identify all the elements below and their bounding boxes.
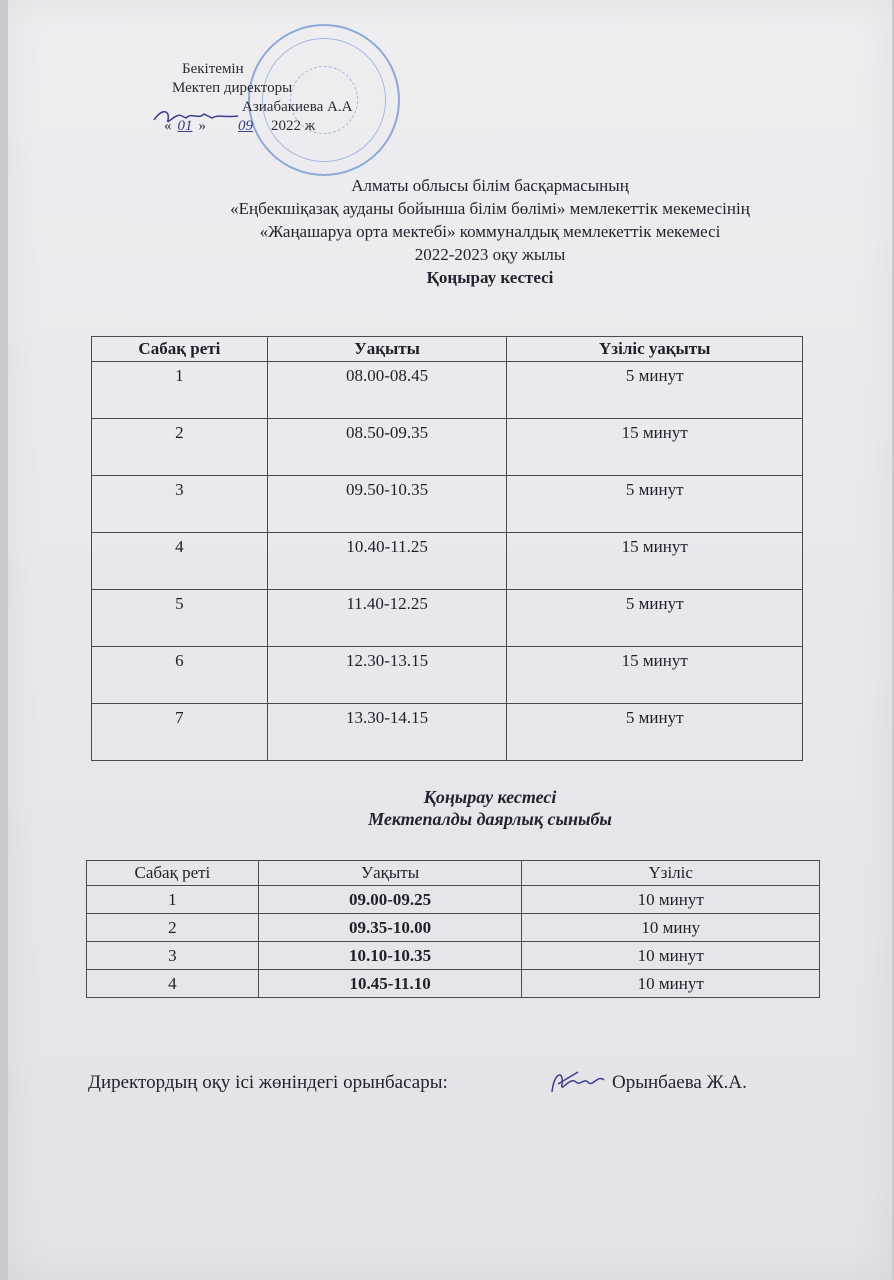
header-line-4: 2022-2023 оқу жылы: [414, 245, 566, 264]
header-line-1: Алматы облысы білім басқармасының: [351, 176, 629, 195]
section2-subtitle: Мектепалды даярлық сыныбы: [368, 809, 612, 829]
table-header-row: [87, 861, 820, 886]
bell-schedule-table: [91, 336, 803, 761]
column-header: Сабақ реті: [87, 861, 259, 886]
header-line-3: «Жаңашаруа орта мектебі» коммуналдық мемлекеттік мекемесі: [259, 222, 721, 241]
table-row: 4 10.40-11.25 15 минут: [92, 533, 803, 590]
document-title: Қоңырау кестесі: [426, 268, 554, 287]
column-header: Үзіліс уақыты: [507, 337, 803, 362]
table-row: 1 09.00-09.25 10 минут: [87, 886, 820, 914]
table-row: 3 10.10-10.35 10 минут: [87, 942, 820, 970]
section2-title: Қоңырау кестесі: [423, 787, 557, 807]
column-header: Уақыты: [267, 337, 507, 362]
column-header: Үзіліс: [522, 861, 820, 886]
column-header: Уақыты: [258, 861, 522, 886]
section2-heading: [100, 786, 880, 830]
table-row: 6 12.30-13.15 15 минут: [92, 647, 803, 704]
approval-line-3: Азиабакиева А.А: [242, 99, 353, 115]
approval-year: 2022 ж: [271, 118, 316, 134]
approval-line-2: Мектеп директоры: [172, 80, 293, 96]
approval-month: 09: [238, 118, 253, 134]
table-row: 2 09.35-10.00 10 мину: [87, 914, 820, 942]
approval-date: « 01 » 09 2022 ж: [164, 118, 316, 134]
table-row: 5 11.40-12.25 5 минут: [92, 590, 803, 647]
table-row: 4 10.45-11.10 10 минут: [87, 970, 820, 998]
table-row: 1 08.00-08.45 5 минут: [92, 362, 803, 419]
deputy-signature: [548, 1066, 608, 1102]
column-header: Сабақ реті: [92, 337, 268, 362]
table-row: 3 09.50-10.35 5 минут: [92, 476, 803, 533]
table-header-row: [92, 337, 803, 362]
director-signature: [152, 106, 242, 128]
preschool-bell-schedule-table: [86, 860, 820, 998]
table-row: 2 08.50-09.35 15 минут: [92, 419, 803, 476]
deputy-role: Директордың оқу ісі жөніндегі орынбасары:: [88, 1072, 448, 1093]
document-header: [100, 174, 880, 289]
approval-day: 01: [177, 118, 193, 134]
table-row: 7 13.30-14.15 5 минут: [92, 704, 803, 761]
deputy-name: Орынбаева Ж.А.: [612, 1072, 747, 1093]
header-line-2: «Еңбекшіқазақ ауданы бойынша білім бөлімі» мемлекеттік мекемесінің: [230, 199, 750, 218]
footer-signature-line: [88, 1072, 747, 1094]
approval-line-1: Бекітемін: [182, 61, 244, 77]
